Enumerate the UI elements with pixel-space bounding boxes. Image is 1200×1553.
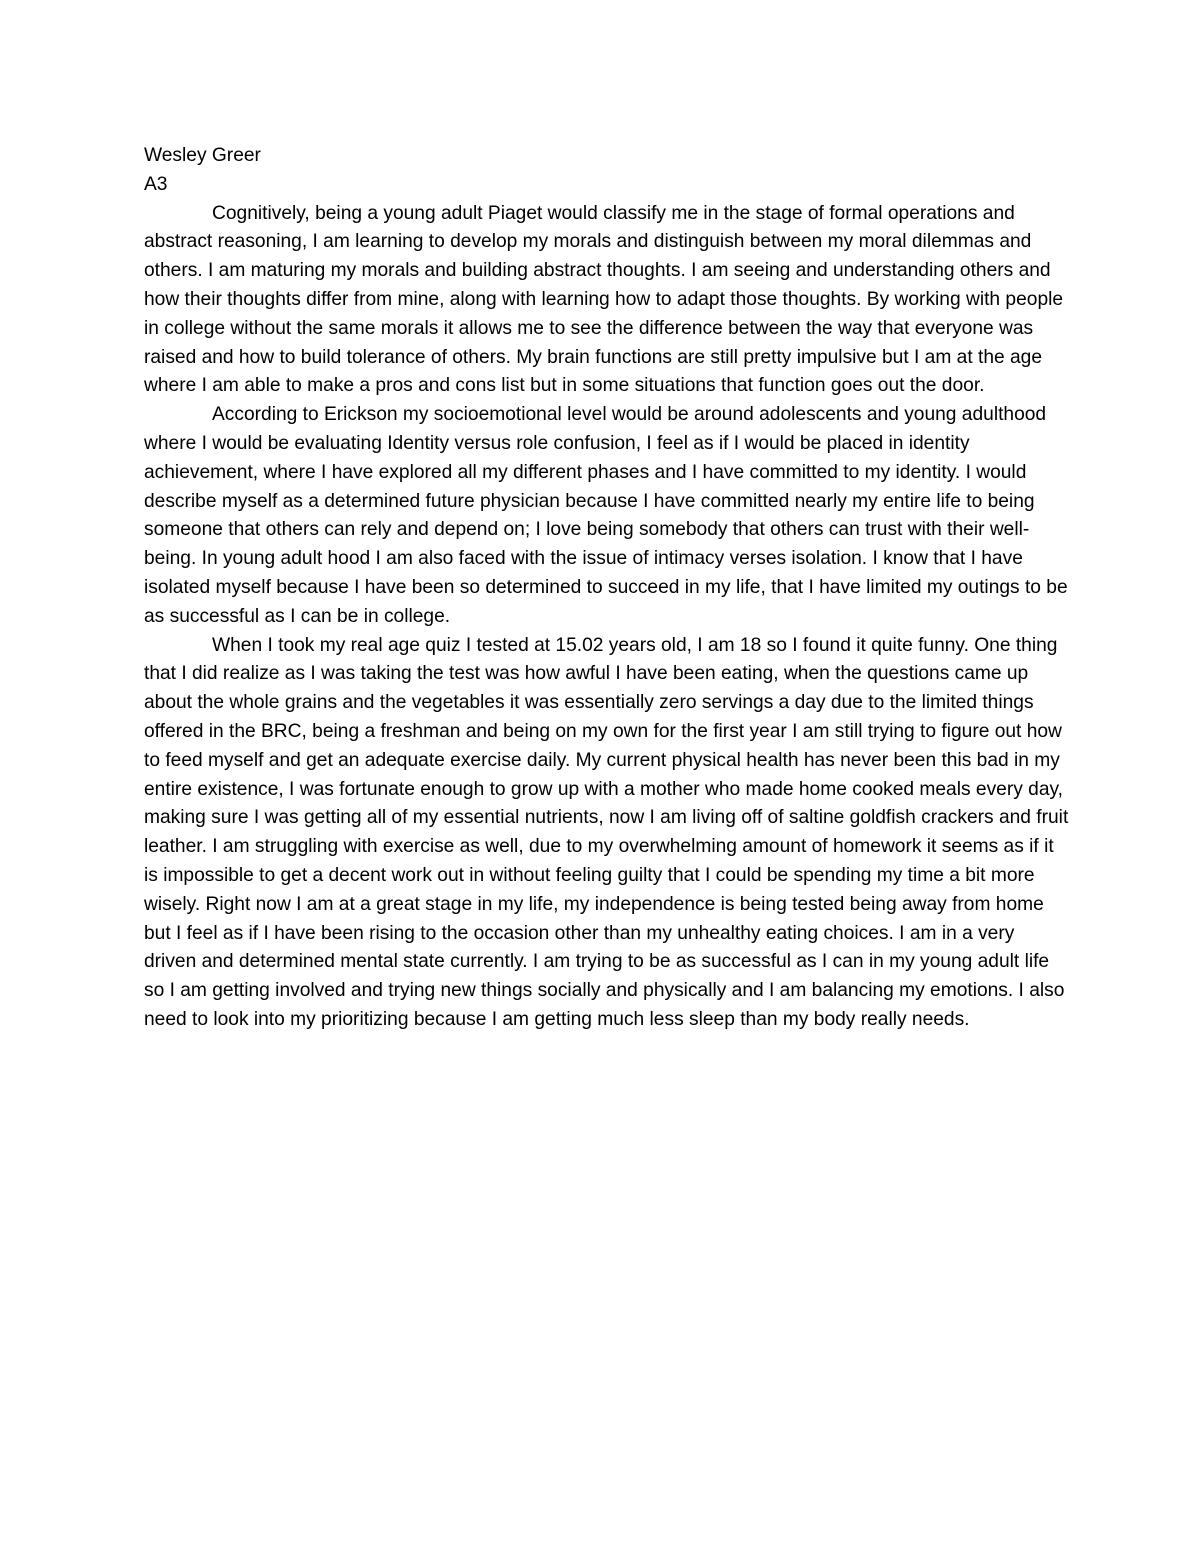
paragraph-cognitive: Cognitively, being a young adult Piaget would classify me in the stage of formal operations and abstract reasoning, I am learning to develop my morals and distinguish between my moral dilemmas and others. I am maturing my morals and building abstract thoughts. I am seeing and understanding others and how their thoughts differ from mine, along with learning how to adapt those thoughts. By working with people in college without the same morals it allows me to see the difference between the way that everyone was raised and how to build tolerance of others. My brain functions are still pretty impulsive but I am at the age where I am able to make a pros and cons list but in some situations that function goes out the door. [144, 202, 1064, 397]
document-body [144, 142, 1069, 1035]
paragraph-socioemotional: According to Erickson my socioemotional level would be around adolescents and young adulthood where I would be evaluating Identity versus role confusion, I feel as if I would be placed in identity achievement, where I have explored all my different phases and I have committed to my identity. I would describe myself as a determined future physician because I have committed nearly my entire life to being someone that others can rely and depend on; I love being somebody that others can trust with their well-being. In young adult hood I am also faced with the issue of intimacy verses isolation. I know that I have isolated myself because I have been so determined to succeed in my life, that I have limited my outings to be as successful as I can be in college. [144, 404, 1068, 627]
paragraph-physical-health: When I took my real age quiz I tested at 15.02 years old, I am 18 so I found it quite funny. One thing that I did realize as I was taking the test was how awful I have been eating, when the questions came up about the whole grains and the vegetables it was essentially zero servings a day due to the limited things offered in the BRC, being a freshman and being on my own for the first year I am still trying to figure out how to feed myself and get an adequate exercise daily. My current physical health has never been this bad in my entire existence, I was fortunate enough to grow up with a mother who made home cooked meals every day, making sure I was getting all of my essential nutrients, now I am living off of saltine goldfish crackers and fruit leather. I am struggling with exercise as well, due to my overwhelming amount of homework it seems as if it is impossible to get a decent work out in without feeling guilty that I could be spending my time a bit more wisely. Right now I am at a great stage in my life, my independence is being tested being away from home but I feel as if I have been rising to the occasion other than my unhealthy eating choices. I am in a very driven and determined mental state currently. I am trying to be as successful as I can in my young adult life so I am getting involved and trying new things socially and physically and I am balancing my emotions. I also need to look into my prioritizing because I am getting much less sleep than my body really needs. [144, 634, 1069, 1030]
assignment-label: A3 [144, 173, 168, 195]
author-name: Wesley Greer [144, 145, 261, 166]
